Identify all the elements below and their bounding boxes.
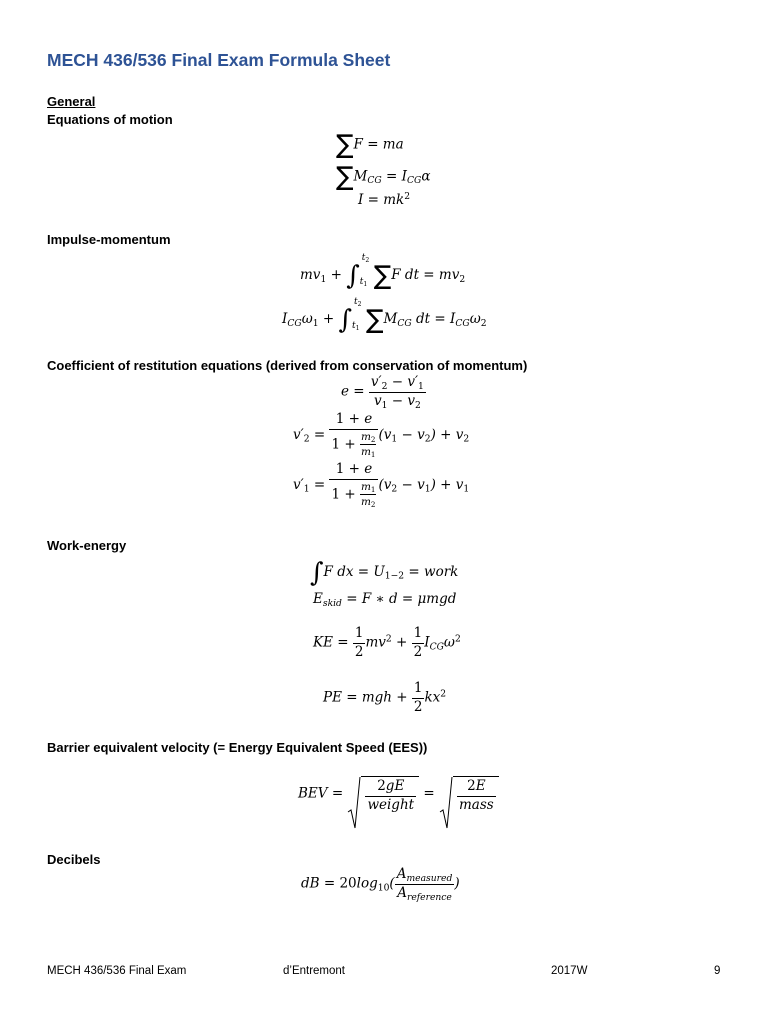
equation-v2-prime: $v'_2$ = 1 + e 1 + $\frac{m_2}{m_1}$ $(v_1 - v_2) + v_2$ [293, 411, 470, 460]
section-equations-of-motion: Equations of motion [47, 112, 173, 127]
equation-decibels: dB = $20\log_{10}$( $\frac{A_{measured}}{A_{reference}}$ ) [301, 866, 460, 903]
footer-course: MECH 436/536 Final Exam [47, 965, 187, 977]
equation-skid-energy: $E_{skid} = F$ ∗ d = μmgd [313, 591, 457, 609]
equation-v1-prime: $v'_1$ = 1 + e 1 + $\frac{m_1}{m_2}$ $(v_2 - v_1) + v_1$ [293, 461, 470, 510]
section-impulse-momentum: Impulse-momentum [47, 232, 171, 247]
equation-sum-moment: $\sum M_{CG} = I_{CG}\alpha$ [336, 162, 431, 192]
footer-term: 2017W [551, 965, 588, 977]
section-general: General [47, 94, 96, 109]
equation-potential-energy: PE = mgh + $\frac{1}{2}$ $kx^2$ [323, 680, 447, 715]
page-title: MECH 436/536 Final Exam Formula Sheet [47, 50, 391, 70]
section-work-energy: Work-energy [47, 538, 127, 553]
equation-restitution-e: e = $\frac{v'_2 - v'_1}{v_1 - v_2}$ [341, 374, 424, 411]
equation-inertia: $I = mk^2$ [358, 190, 411, 208]
section-restitution: Coefficient of restitution equations (derived from conservation of momentum) [47, 358, 528, 373]
equation-angular-impulse: $I_{CG}\omega_1$ + ∫ $t_2$ $t_1$ $\sum M_{CG}$ dt = $I_{CG}\omega_2$ [282, 297, 487, 336]
footer-author: d’Entremont [283, 965, 346, 977]
equation-sum-force: ∑F = ma [336, 130, 404, 160]
footer-page-number: 9 [714, 965, 721, 977]
equation-linear-impulse: $mv_1$ + ∫ $t_2$ $t_1$ ∑F dt = $mv_2$ [300, 253, 466, 292]
equation-bev: BEV = $\frac{2gE}{\text{weight}}$ = $\frac{2E}{\text{mass}}$ [298, 776, 499, 812]
equation-work: ∫F dx = $U_{1-2}$ = work [310, 558, 459, 588]
section-bev: Barrier equivalent velocity (= Energy Equivalent Speed (EES)) [47, 740, 428, 755]
equation-kinetic-energy: KE = $\frac{1}{2}$ $mv^2$ + $\frac{1}{2}$ $I_{CG}\omega^2$ [313, 625, 461, 660]
section-decibels: Decibels [47, 852, 101, 867]
